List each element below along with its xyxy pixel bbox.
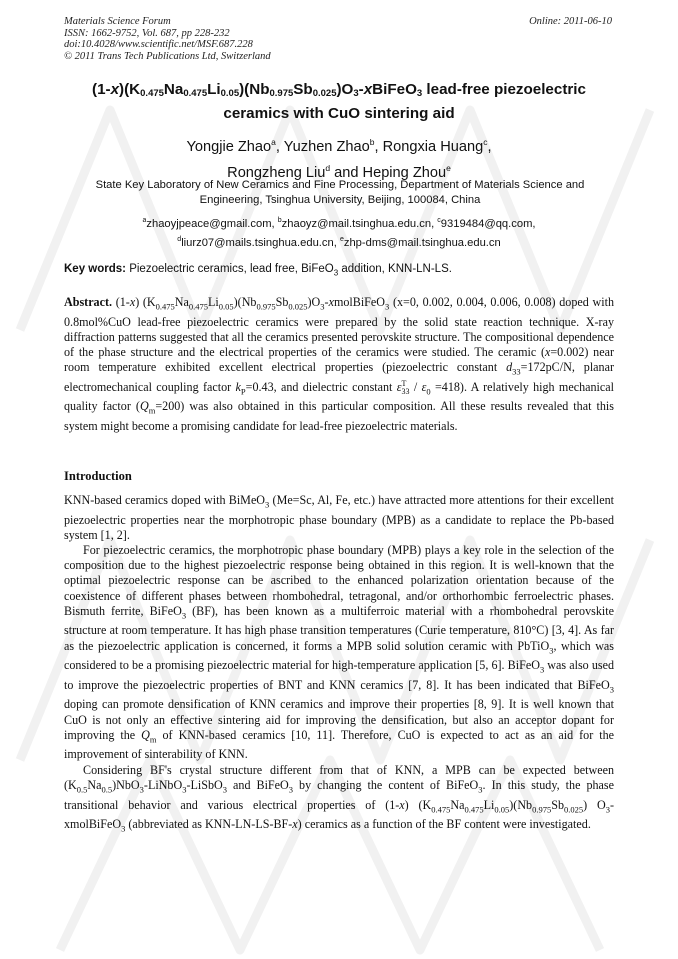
online-date: Online: 2011-06-10	[529, 16, 612, 27]
author-list: Yongjie Zhao$^a$, Yuzhen Zhao$^b$, Rongxia Huang$^c$, Rongzheng Liu$^d$ and Heping Zhou$^e$	[186, 137, 492, 181]
paragraph: KNN-based ceramics doped with BiMeO$_3$ (Me=Sc, Al, Fe, etc.) have attracted more attentions for their excellent piezoelectric properties near the morphotropic phase boundary (MPB) as a candidate to replace the Pb-based system [1, 2].	[64, 493, 614, 542]
paragraph: Considering BF's crystal structure different from that of KNN, a MPB can be expected between $(K_{0.5}Na_{0.5})NbO_3-LiNbO_3-LiSbO_3$ and BiFeO$_3$ by changing the content of BiFeO$_3$. In this study, the phase transitional behavior and various electrical properties of (1-x) $(K_{0.475}Na_{0.475}Li_{0.05})(Nb_{0.975}Sb_{0.025})$ $O_3-xmolBiFeO_3$ (abbreviated as KNN-LN-LS-BF-x) ceramics as a function of the BF content were investigated.	[64, 762, 614, 834]
affiliation: State Key Laboratory of New Ceramics and Fine Processing, Department of Materials Science and Engineering, Tsinghua University, Beijing, 100084, China	[95, 179, 585, 206]
issn: ISSN: 1662-9752, Vol. 687, pp 228-232	[64, 27, 230, 39]
paper-title: $(1-x)(K_{0.475}Na_{0.475}Li_{0.05})(Nb_{0.975}Sb_{0.025})O_3-xBiFeO_3$ lead-free piezoelectric ceramics with CuO sintering aid	[92, 81, 586, 122]
abstract: Abstract. (1-x) $(K_{0.475}Na_{0.475}Li_{0.05})(Nb_{0.975}Sb_{0.025})O_3-xmolBiFeO_3$ (x=0, 0.002, 0.004, 0.006, 0.008) doped with 0.8mol%CuO lead-free piezoelectric ceramics were prepared by the solid state reaction technique. X-ray diffraction patterns suggested that all the ceramics presented perovskite structure. The compositional dependence of the phase structure and the electrical properties of the ceramics were studied. The ceramic (x=0.002) near room temperature exhibited excellent electrical properties (piezoelectric constant $d_{33}=172pC/N$, planar electromechanical coupling factor $k_P=0.43$, and dielectric constant ε T 33 / $\varepsilon_0 =418$). A relatively high mechanical quality factor $(Q_m=200)$ was also obtained in this particular composition. All these results revealed that this system might become a promising candidate for lead-free piezoelectric materials.	[64, 295, 614, 434]
paragraph: For piezoelectric ceramics, the morphotropic phase boundary (MPB) plays a key role in the selection of the composition due to the highest piezoelectric response being obtained in this region. It is well-known that the optimal piezoelectric response can be ascribed to the enhanced polarization orientation because of the coexistence of different phases between rhombohedral, tetragonal, and/or orthorhombic ferroelectric phases. Bismuth ferrite, BiFeO$_3$ (BF), has been known as a multiferroic material with a rhombohedral perovskite structure at room temperature. It has high phase transition temperatures (Curie temperature, 810°C) [3, 4]. As far as the piezoelectric application is concerned, it forms a MPB solid solution ceramic with PbTiO$_3$, which was considered to be a promising piezoelectric material for high-temperature application [5, 6]. BiFeO$_3$ was also used to improve the piezoelectric properties of BNT and KNN ceramics [7, 8]. It has been indicated that BiFeO$_3$ doping can promote densification of KNN ceramics and improve their properties [8, 9]. It is well known that CuO is not only an effective sintering aid for improving the densification, but also an acceptor dopant for improving the $Q_m$ of KNN-based ceramics [10, 11]. Therefore, CuO is expected to act as an aid for the improvement of sinterability of KNN.	[64, 543, 615, 762]
section-heading-introduction: Introduction	[64, 469, 132, 483]
keywords: Key words: Piezoelectric ceramics, lead free, BiFeO$_3$ addition, KNN-LN-LS.	[64, 263, 452, 278]
journal-header	[64, 16, 271, 62]
introduction-body	[64, 493, 614, 837]
abstract-label: Abstract.	[64, 295, 113, 309]
doi: doi:10.4028/www.scientific.net/MSF.687.228	[64, 39, 253, 50]
copyright: © 2011 Trans Tech Publications Ltd, Switzerland	[64, 50, 271, 62]
journal-name: Materials Science Forum	[64, 16, 171, 27]
author-emails: $^a$zhaoyjpeace@gmail.com, $^b$zhaoyz@mail.tsinghua.edu.cn, $^c$9319484@qq.com, $^d$liurz07@mails.tsinghua.edu.cn, $^e$zhp-dms@mail.tsinghua.edu.cn	[142, 217, 536, 249]
keywords-label: Key words:	[64, 263, 126, 275]
